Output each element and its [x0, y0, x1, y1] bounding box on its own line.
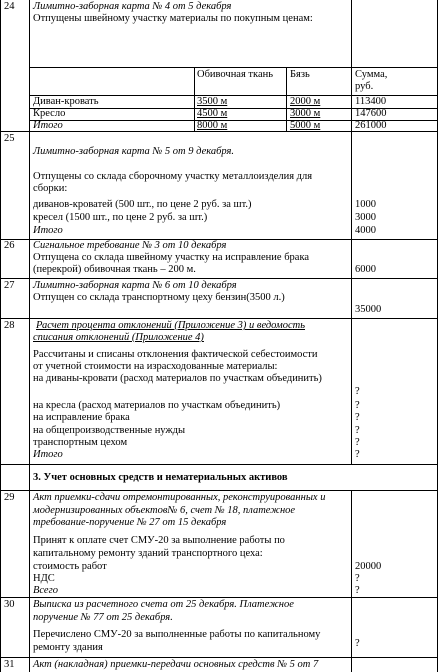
r29-line: Принят к оплате счет СМУ-20 за выполнение работы по	[33, 535, 285, 546]
r29-title: Акт приемки-сдачи отремонтированных, реконструированных и	[33, 492, 326, 503]
r26-line: (перекрой) обивочная ткань – 200 м.	[33, 264, 196, 275]
r29-line: Всего	[33, 585, 58, 596]
row-sep-29-30	[0, 597, 438, 598]
row-sep-30-31	[0, 657, 438, 658]
r24-cell: 4500 м	[197, 108, 228, 119]
r24-cell: 113400	[355, 96, 387, 107]
r25-value: 4000	[355, 225, 376, 236]
r28-value: ?	[355, 400, 360, 411]
r29-value: 20000	[355, 561, 382, 572]
r29-line: НДС	[33, 573, 55, 584]
r25-line: Отпущены со склада сборочному участку металлоизделия для	[33, 171, 313, 182]
r27-title: Лимитно-заборная карта № 6 от 10 декабря	[33, 280, 237, 291]
r25-title: Лимитно-заборная карта № 5 от 9 декабря.	[33, 146, 235, 157]
r24-row-label: Итого	[33, 120, 63, 131]
r24-table-top	[29, 67, 438, 68]
r28-line: Итого	[33, 449, 63, 460]
row-number: 29	[4, 492, 15, 503]
r28-value: ?	[355, 437, 360, 448]
row-number: 27	[4, 280, 15, 291]
r24-cell: 261000	[355, 120, 387, 131]
r24-cell: 5000 м	[290, 120, 321, 131]
r24-cell: 3000 м	[290, 108, 321, 119]
r24-cell: 3500 м	[197, 96, 228, 107]
r24-row-label: Диван-кровать	[33, 96, 99, 107]
r26-title: Сигнальное требование № 3 от 10 декабря	[33, 240, 227, 251]
r28-line: на диваны-кровати (расход материалов по участкам объединить)	[33, 373, 322, 384]
r29-value: ?	[355, 585, 360, 596]
r29-title: модернизированных объектов№ 6, счет № 18, платежное	[33, 505, 296, 516]
r24-header-sum: Сумма,	[355, 69, 388, 80]
r26-value: 6000	[355, 264, 376, 275]
r29-line: стоимость работ	[33, 561, 107, 572]
border-right	[437, 0, 438, 672]
section-heading: 3. Учет основных средств и нематериальных активов	[33, 472, 288, 483]
r28-line: на кресла (расход материалов по участкам объединить)	[33, 400, 281, 411]
row-number: 30	[4, 599, 15, 610]
r28-title: Расчет процента отклонений (Приложение 3) и ведомость	[36, 320, 306, 331]
r28-value: ?	[355, 386, 360, 397]
r24-cell: 8000 м	[197, 120, 228, 131]
r29-title: требование-поручение № 27 от 15 декабря	[33, 517, 227, 528]
r28-value: ?	[355, 449, 360, 460]
r29-value: ?	[355, 573, 360, 584]
r24-header-calico: Бязь	[290, 69, 310, 80]
r24-row-label: Кресло	[33, 108, 66, 119]
r25-line: кресел (1500 шт., по цене 2 руб. за шт.)	[33, 212, 208, 223]
r24-cell: 2000 м	[290, 96, 321, 107]
r31-title: Акт (накладная) приемки-передачи основных средств № 5 от 7	[33, 659, 319, 670]
border-left	[0, 0, 1, 672]
r28-line: транспортным цехом	[33, 437, 128, 448]
r27-value: 35000	[355, 304, 382, 315]
r24-table-col1	[194, 67, 195, 131]
row-number: 31	[4, 659, 15, 670]
r24-header-unit: руб.	[355, 81, 374, 92]
r30-value: ?	[355, 638, 360, 649]
r28-title: списания отклонений (Приложение 4)	[33, 332, 204, 343]
r28-line: на исправление брака	[33, 412, 130, 423]
row-number: 25	[4, 133, 15, 144]
row-sep-27-28	[0, 318, 438, 319]
r24-text: Отпущены швейному участку материалы по покупным ценам:	[33, 13, 313, 24]
row-sep-sec3-29	[0, 490, 438, 491]
row-sep-28-sec3	[0, 464, 438, 465]
r25-line: диванов-кроватей (500 шт., по цене 2 руб. за шт.)	[33, 199, 252, 210]
r24-header-fabric: Обивочная ткань	[197, 69, 274, 80]
r25-line: сборки:	[33, 183, 68, 194]
r28-value: ?	[355, 425, 360, 436]
r30-line: ремонту здания	[33, 642, 103, 653]
row-number: 26	[4, 240, 15, 251]
col-divider-sum-upper	[351, 0, 352, 464]
row-sep-26-27	[0, 278, 438, 279]
row-number: 24	[4, 1, 15, 12]
r28-value: ?	[355, 412, 360, 423]
r28-line: Рассчитаны и списаны отклонения фактической себестоимости	[33, 349, 318, 360]
r26-line: Отпущена со склада швейному участку на исправление брака	[33, 252, 310, 263]
row-number: 28	[4, 320, 15, 331]
r28-line: на общепроизводственные нужды	[33, 425, 186, 436]
r30-line: Перечислено СМУ-20 за выполненные работы по капитальному	[33, 629, 321, 640]
r24-table-col2	[286, 67, 287, 131]
r25-line: Итого	[33, 225, 63, 236]
r28-line: от учетной стоимости на израсходованные материалы:	[33, 361, 278, 372]
r25-value: 3000	[355, 212, 376, 223]
r30-title: Выписка из расчетного счета от 25 декабря. Платежное	[33, 599, 294, 610]
r29-line: капитальному ремонту зданий транспортного цеха:	[33, 548, 263, 559]
r24-title: Лимитно-заборная карта № 4 от 5 декабря	[33, 1, 232, 12]
r30-title: поручение № 77 от 25 декабря.	[33, 612, 173, 623]
r27-line: Отпущен со склада транспортному цеху бензин(3500 л.)	[33, 292, 285, 303]
r24-cell: 147600	[355, 108, 387, 119]
col-divider-sum-lower	[351, 490, 352, 672]
col-divider-num	[29, 0, 30, 672]
r25-value: 1000	[355, 199, 376, 210]
